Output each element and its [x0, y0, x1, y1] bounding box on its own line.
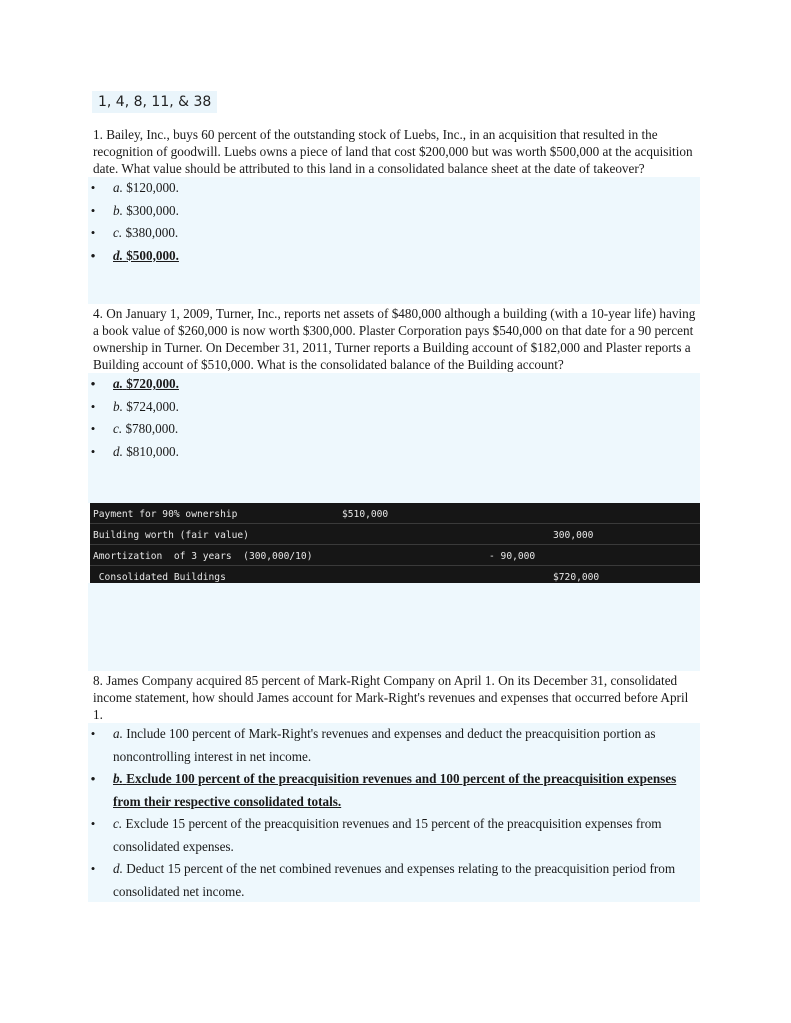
option-a[interactable] — [88, 723, 700, 768]
option-d[interactable] — [88, 441, 700, 464]
option-c[interactable] — [88, 222, 700, 245]
option-letter: d. — [113, 443, 123, 459]
option-letter: b. — [113, 202, 123, 218]
option-letter: a. — [113, 726, 123, 741]
option-text: Deduct 15 percent of the net combined revenues and expenses relating to the preacquisition period from consolidated net income. — [113, 861, 676, 899]
calc-value: 300,000 — [553, 530, 594, 541]
calc-value: $720,000 — [553, 572, 600, 583]
blank-shaded-area — [88, 583, 700, 671]
option-b[interactable] — [88, 200, 700, 223]
option-text: $500,000. — [126, 247, 179, 263]
bullet-icon: • — [90, 771, 96, 786]
option-b-correct[interactable] — [88, 768, 700, 813]
option-d[interactable] — [88, 858, 700, 903]
bullet-icon: • — [90, 376, 96, 391]
calc-row-amortization — [90, 545, 700, 566]
option-c[interactable] — [88, 418, 700, 441]
option-text: $810,000. — [126, 443, 179, 459]
option-letter: a. — [113, 376, 123, 391]
bullet-icon: • — [90, 816, 96, 831]
option-letter: b. — [113, 771, 123, 786]
calc-label: Consolidated Buildings — [93, 572, 226, 583]
calc-row-payment — [90, 503, 700, 524]
question-8-text: 8. James Company acquired 85 percent of Mark-Right Company on April 1. On its December 31, consolidated income statement, how should James account for Mark-Right's revenues and expenses that occurred before April 1. — [88, 672, 700, 723]
calc-row-building-worth — [90, 524, 700, 545]
option-text: $300,000. — [126, 202, 179, 218]
option-letter: d. — [113, 861, 123, 876]
option-text: $780,000. — [125, 421, 179, 436]
option-c[interactable] — [88, 813, 700, 858]
bullet-icon: • — [90, 861, 96, 876]
calc-value: - 90,000 — [489, 551, 536, 562]
calc-value: $510,000 — [342, 509, 389, 520]
bullet-icon: • — [90, 726, 96, 741]
bullet-icon: • — [90, 421, 96, 436]
option-text: Include 100 percent of Mark-Right's revenues and expenses and deduct the preacquisition portion as noncontrolling interest in net income. — [113, 726, 656, 764]
calculation-table — [90, 503, 700, 586]
option-d-correct[interactable] — [88, 245, 700, 268]
question-1 — [88, 126, 700, 304]
bullet-icon: • — [90, 398, 96, 414]
option-letter: c. — [113, 421, 123, 436]
question-4 — [88, 305, 700, 503]
option-text: Exclude 100 percent of the preacquisition revenues and 100 percent of the preacquisition expenses from their respective consolidated totals. — [113, 771, 677, 809]
bullet-icon: • — [90, 443, 96, 459]
option-letter: c. — [113, 816, 123, 831]
option-a-correct[interactable] — [88, 373, 700, 396]
bullet-icon: • — [90, 247, 96, 263]
calc-label: Payment for 90% ownership — [93, 509, 238, 520]
question-4-text: 4. On January 1, 2009, Turner, Inc., reports net assets of $480,000 although a building (with a 10-year life) having a book value of $260,000 is now worth $300,000. Plaster Corporation pays $540,000 on that date for a 90 percent ownership in Turner. On December 31, 2011, Turner reports a Building account of $182,000 and Plaster reports a Building account of $510,000. What is the consolidated balance of the Building account? — [88, 305, 700, 373]
option-letter: d. — [113, 247, 123, 263]
page-title: 1, 4, 8, 11, & 38 — [92, 91, 217, 113]
bullet-icon: • — [90, 202, 96, 218]
option-b[interactable] — [88, 396, 700, 419]
option-text: $380,000. — [125, 225, 179, 240]
bullet-icon: • — [90, 225, 96, 240]
question-8-options — [88, 723, 700, 903]
option-letter: a. — [113, 180, 123, 195]
option-a[interactable] — [88, 177, 700, 200]
question-1-options — [88, 177, 700, 267]
question-1-text: 1. Bailey, Inc., buys 60 percent of the outstanding stock of Luebs, Inc., in an acquisition that resulted in the recognition of goodwill. Luebs owns a piece of land that cost $200,000 but was worth $500,000 at the acquisition date. What value should be attributed to this land in a consolidated balance sheet at the date of takeover? — [88, 126, 700, 177]
question-8 — [88, 672, 700, 902]
option-letter: b. — [113, 398, 123, 414]
bullet-icon: • — [90, 180, 96, 195]
question-4-options — [88, 373, 700, 463]
option-text: $120,000. — [126, 180, 179, 195]
option-text: Exclude 15 percent of the preacquisition revenues and 15 percent of the preacquisition expenses from consolidated expenses. — [113, 816, 662, 854]
calc-label: Building worth (fair value) — [93, 530, 249, 541]
option-letter: c. — [113, 225, 123, 240]
calc-label: Amortization of 3 years (300,000/10) — [93, 551, 313, 562]
option-text: $724,000. — [126, 398, 179, 414]
option-text: $720,000. — [126, 376, 179, 391]
